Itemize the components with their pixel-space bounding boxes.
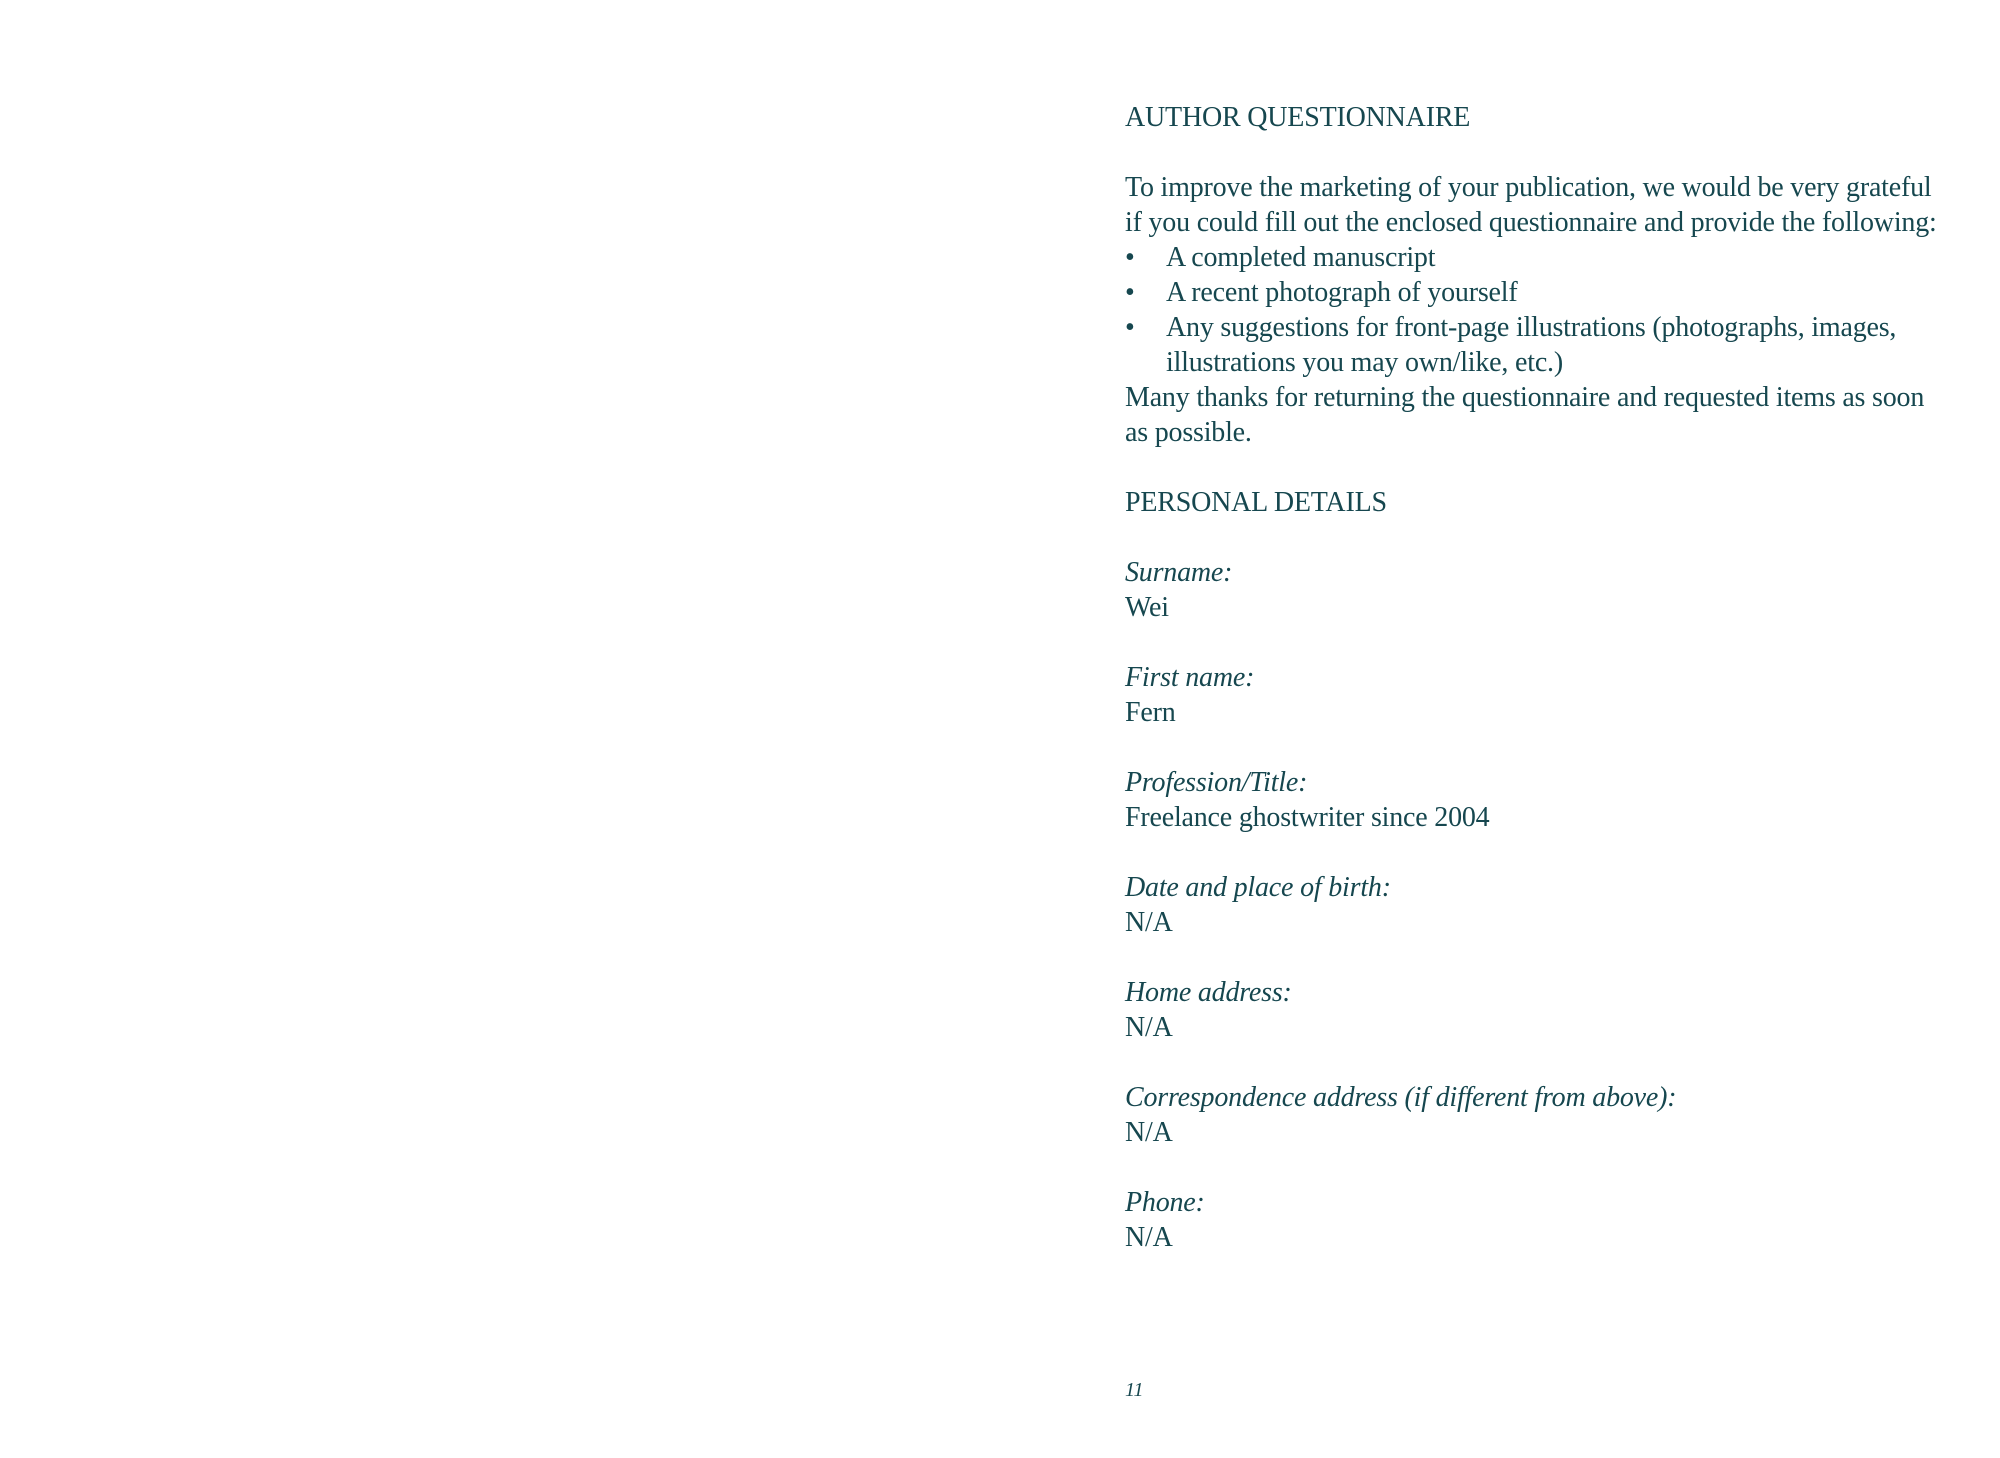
field-label: Correspondence address (if different from above): xyxy=(1125,1082,1677,1113)
list-item-text: A recent photograph of yourself xyxy=(1166,277,1518,308)
list-item xyxy=(1125,275,1945,310)
field-profession xyxy=(1125,765,1945,835)
spacer xyxy=(1125,450,1945,485)
list-item-text: Any suggestions for front-page illustrations (photographs, images, illustrations you may own/like, etc.) xyxy=(1166,312,1897,378)
field-label: Home address: xyxy=(1125,977,1292,1008)
field-label: Phone: xyxy=(1125,1187,1205,1218)
field-label: Date and place of birth: xyxy=(1125,872,1391,903)
intro-paragraph: To improve the marketing of your publication, we would be very grateful if you could fill out the enclosed questionnaire and provide the following: xyxy=(1125,172,1937,238)
field-value: N/A xyxy=(1125,907,1173,938)
field-first-name xyxy=(1125,660,1945,730)
field-correspondence-address xyxy=(1125,1080,1945,1150)
field-home-address xyxy=(1125,975,1945,1045)
field-birth xyxy=(1125,870,1945,940)
bullet-icon: • xyxy=(1125,312,1135,343)
field-value: N/A xyxy=(1125,1012,1173,1043)
questionnaire-body xyxy=(1125,100,1945,1290)
field-label: First name: xyxy=(1125,662,1255,693)
field-value: N/A xyxy=(1125,1117,1173,1148)
page-number: 11 xyxy=(1125,1379,1144,1401)
field-label: Profession/Title: xyxy=(1125,767,1308,798)
field-value: N/A xyxy=(1125,1222,1173,1253)
closing-paragraph: Many thanks for returning the questionnaire and requested items as soon as possible. xyxy=(1125,382,1925,448)
bullet-icon: • xyxy=(1125,277,1135,308)
spacer xyxy=(1125,135,1945,170)
spacer xyxy=(1125,520,1945,555)
field-value: Fern xyxy=(1125,697,1176,728)
list-item-text: A completed manuscript xyxy=(1166,242,1436,273)
field-phone xyxy=(1125,1185,1945,1255)
section-title: PERSONAL DETAILS xyxy=(1125,487,1387,518)
bullet-icon: • xyxy=(1125,242,1135,273)
list-item xyxy=(1125,240,1945,275)
field-surname xyxy=(1125,555,1945,625)
requested-items-list xyxy=(1125,240,1945,380)
list-item xyxy=(1125,310,1945,380)
field-label: Surname: xyxy=(1125,557,1233,588)
document-title: AUTHOR QUESTIONNAIRE xyxy=(1125,102,1471,133)
field-value: Freelance ghostwriter since 2004 xyxy=(1125,802,1490,833)
right-page xyxy=(1000,0,2000,1458)
field-value: Wei xyxy=(1125,592,1169,623)
